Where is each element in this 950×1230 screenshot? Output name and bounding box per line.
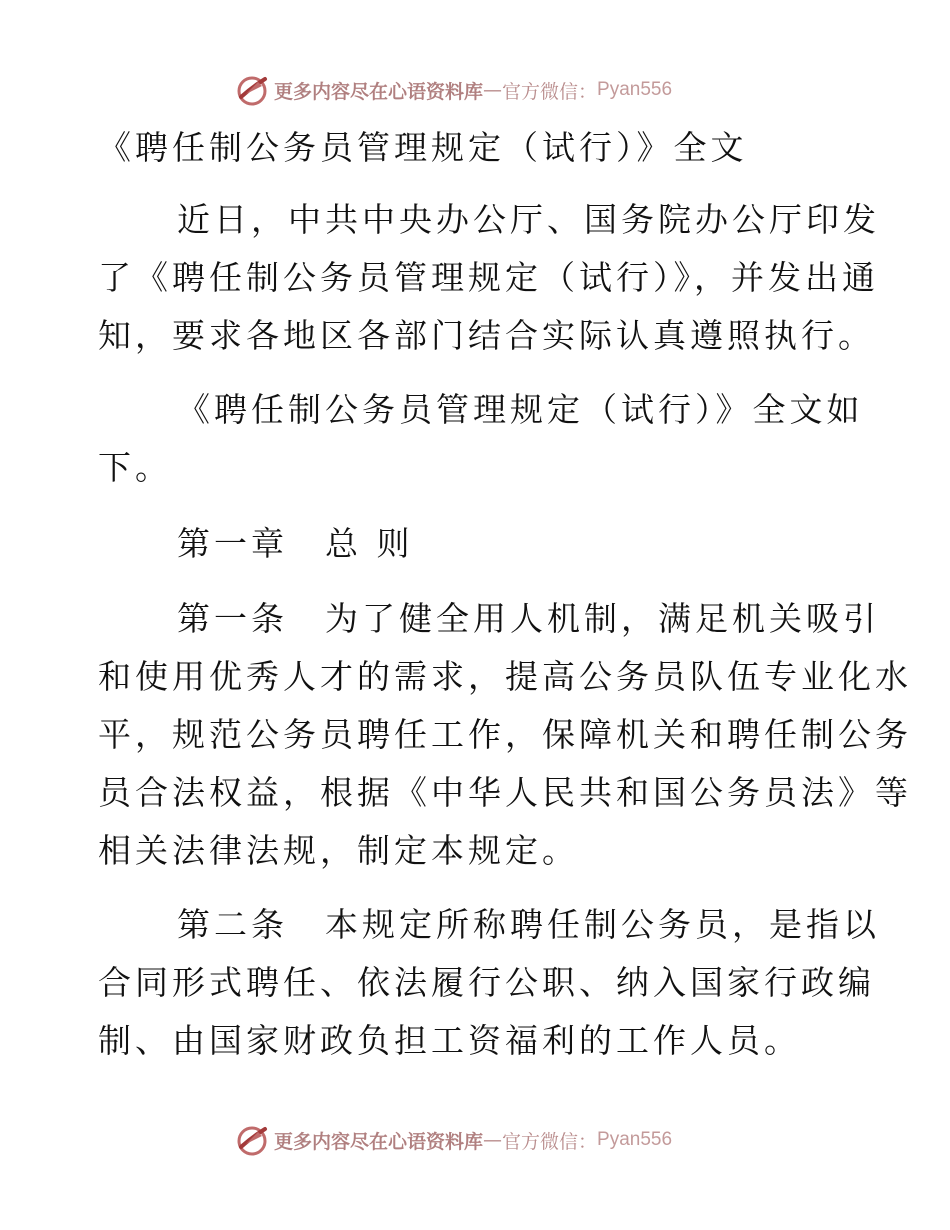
document-title: 《聘任制公务员管理规定（试行）》全文	[98, 128, 748, 167]
paragraph-line: 员合法权益，根据《中华人民共和国公务员法》等	[98, 773, 912, 812]
watermark-text: 更多内容尽在心语资料库	[274, 1130, 484, 1153]
watermark-wechat-label: 官方微信：	[502, 1130, 598, 1153]
paragraph-line: 平，规范公务员聘任工作，保障机关和聘任制公务	[98, 715, 912, 754]
paragraph-line: 和使用优秀人才的需求，提高公务员队伍专业化水	[98, 657, 912, 696]
paragraph-line: 制、由国家财政负担工资福利的工作人员。	[98, 1021, 801, 1060]
header-watermark	[232, 70, 672, 110]
feather-globe-icon	[232, 1120, 272, 1160]
watermark-wechat-id: Pyan556	[597, 1129, 673, 1150]
watermark-separator: —	[483, 79, 503, 101]
watermark-wechat-id: Pyan556	[597, 79, 673, 100]
paragraph-line: 近日，中共中央办公厅、国务院办公厅印发	[177, 200, 880, 239]
feather-globe-icon	[232, 70, 272, 110]
paragraph-line: 了《聘任制公务员管理规定（试行）》，并发出通	[98, 258, 879, 297]
watermark-wechat-label: 官方微信：	[502, 80, 598, 103]
paragraph-line: 下。	[98, 448, 172, 487]
watermark-separator: —	[483, 1129, 503, 1151]
paragraph-line: 相关法律法规，制定本规定。	[98, 831, 579, 870]
watermark-text: 更多内容尽在心语资料库	[274, 80, 484, 103]
paragraph-line: 《聘任制公务员管理规定（试行）》全文如	[177, 390, 864, 429]
paragraph-line: 第二条 本规定所称聘任制公务员，是指以	[177, 905, 880, 944]
paragraph-line: 合同形式聘任、依法履行公职、纳入国家行政编	[98, 963, 875, 1002]
paragraph-line: 知，要求各地区各部门结合实际认真遵照执行。	[98, 316, 875, 355]
footer-watermark	[232, 1120, 672, 1160]
paragraph-line: 第一条 为了健全用人机制，满足机关吸引	[177, 599, 880, 638]
chapter-heading: 第一章 总 则	[177, 524, 414, 563]
